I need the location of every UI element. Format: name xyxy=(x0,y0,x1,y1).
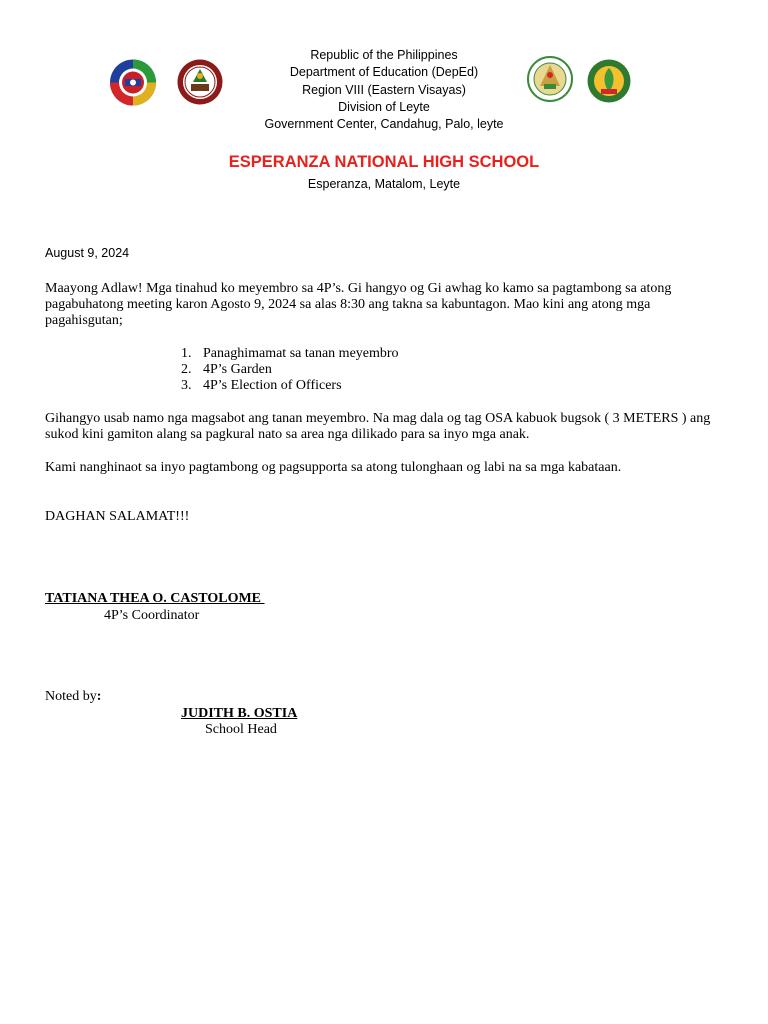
header-line-address: Government Center, Candahug, Palo, leyte xyxy=(264,117,504,132)
list-item-number: 1. xyxy=(181,346,192,361)
letterhead xyxy=(0,47,768,133)
header-line-department: Department of Education (DepEd) xyxy=(289,65,479,80)
list-item xyxy=(181,346,399,362)
list-item xyxy=(181,362,399,378)
paragraph-greeting: Maayong Adlaw! Mga tinahud ko meyembro sa 4P’s. Gi hangyo og Gi awhag ko kamo sa pagtambong sa atong pagabuhatong meeting karon Agosto 9, 2024 sa alas 8:30 ang takna sa kabuntagon. Mao kini ang atong mga pagahisgutan; xyxy=(45,281,672,328)
noted-by-colon: : xyxy=(96,689,102,704)
school-name: ESPERANZA NATIONAL HIGH SCHOOL xyxy=(228,153,540,171)
noted-by-label xyxy=(45,689,101,705)
paragraph-request: Gihangyo usab namo nga magsabot ang tanan meyembro. Na mag dala og tag OSA kabuok bugsok ( 3 METERS ) ang sukod kini gamiton alang sa pagkural nato sa area nga dilikado para sa inyo mga anak. xyxy=(45,411,711,442)
list-item-text: Panaghimamat sa tanan meyembro xyxy=(203,346,399,361)
header-line-republic: Republic of the Philippines xyxy=(310,48,458,62)
closing-line: DAGHAN SALAMAT!!! xyxy=(45,509,190,524)
signatory-name: TATIANA THEA O. CASTOLOME xyxy=(45,591,265,606)
list-item-text: 4P’s Election of Officers xyxy=(203,378,342,393)
list-item-number: 2. xyxy=(181,362,192,377)
list-item-number: 3. xyxy=(181,378,192,393)
agenda-list xyxy=(181,346,399,394)
approver-title: School Head xyxy=(205,722,277,737)
signatory-title: 4P’s Coordinator xyxy=(104,608,200,623)
approver-name: JUDITH B. OSTIA xyxy=(181,706,298,721)
letter-date: August 9, 2024 xyxy=(45,246,130,260)
school-address: Esperanza, Matalom, Leyte xyxy=(307,177,461,191)
list-item xyxy=(181,378,399,394)
header-line-division: Division of Leyte xyxy=(338,99,430,114)
noted-by-text: Noted by xyxy=(45,689,97,704)
header-line-region: Region VIII (Eastern Visayas) xyxy=(302,82,466,97)
list-item-text: 4P’s Garden xyxy=(203,362,272,377)
paragraph-hope: Kami nanghinaot sa inyo pagtambong og pagsupporta sa atong tulonghaan og labi na sa mga kabataan. xyxy=(45,460,622,475)
